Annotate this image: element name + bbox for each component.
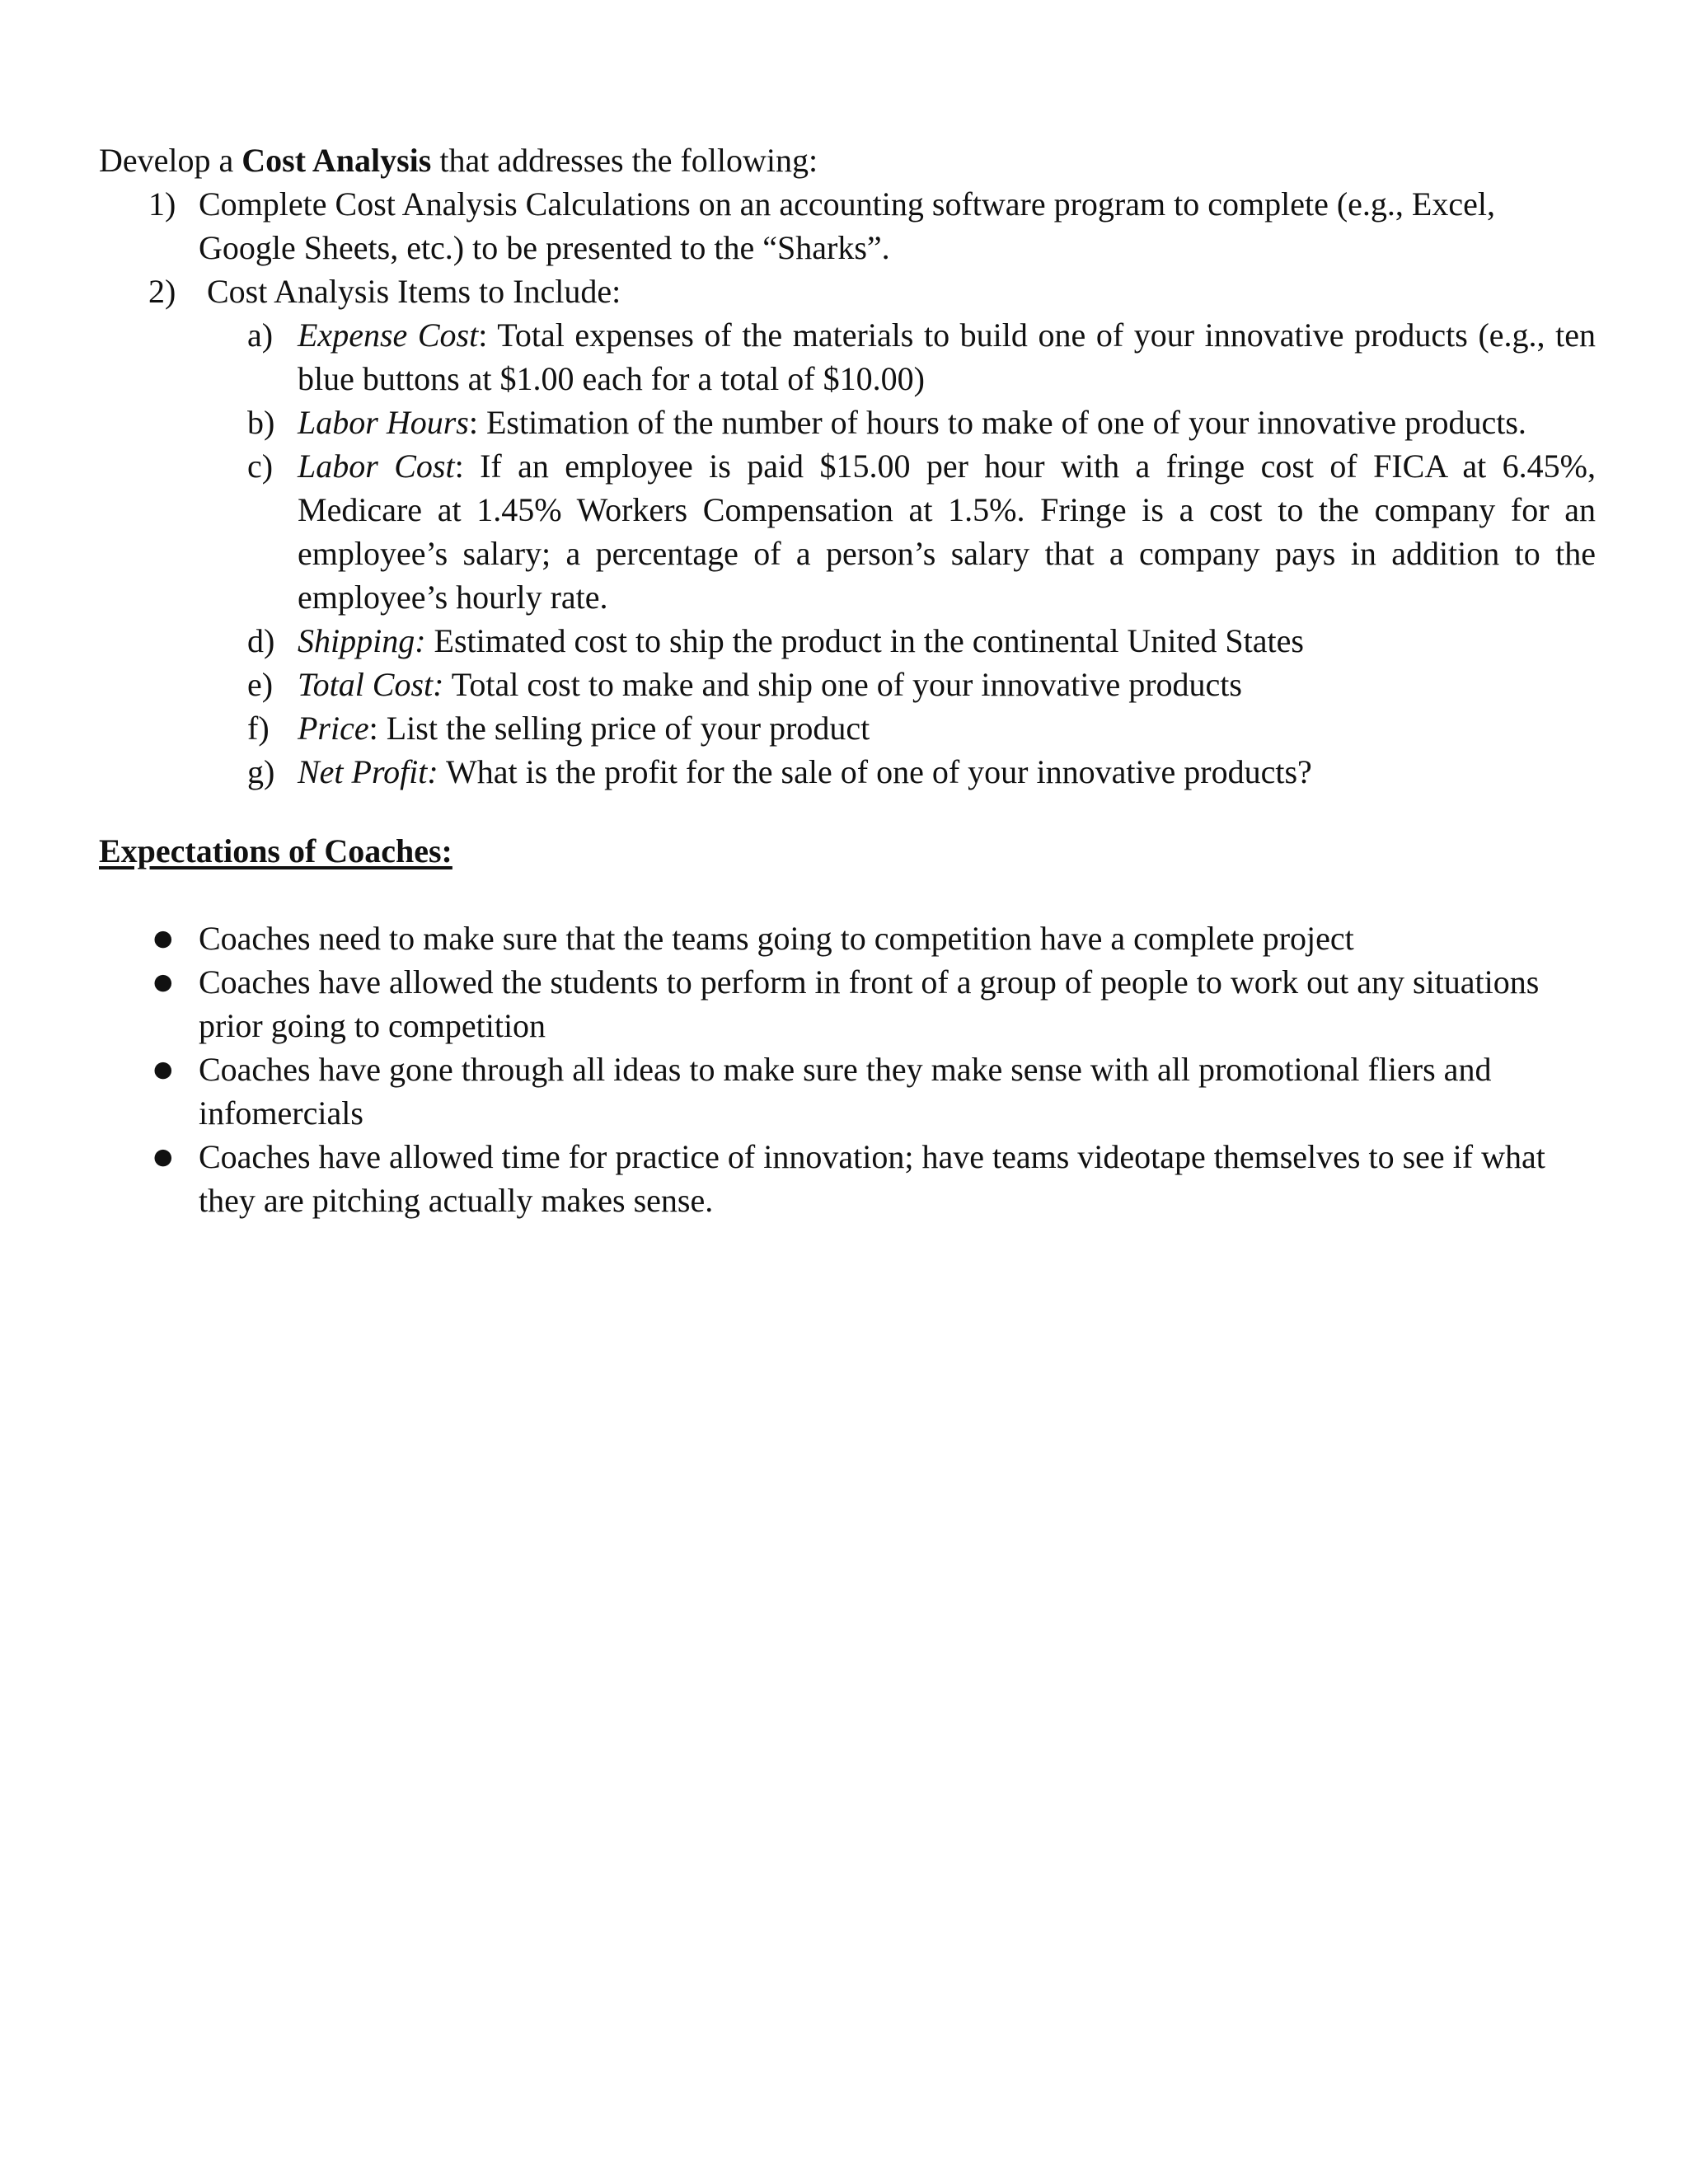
list-item-text: Coaches have gone through all ideas to make sure they make sense with all promotional fliers and infomercials — [199, 1051, 1492, 1132]
document-body — [99, 138, 1596, 1222]
list-marker: d) — [247, 622, 275, 659]
cost-item-description: : List the selling price of your product — [368, 710, 870, 747]
intro-prefix: Develop a — [99, 142, 242, 179]
cost-item-term: Price — [298, 710, 369, 747]
cost-item-term: Expense Cost — [298, 316, 479, 354]
cost-item-description: Total cost to make and ship one of your innovative products — [443, 666, 1242, 703]
list-item — [99, 1135, 1596, 1222]
bullet-icon: ● — [153, 1144, 173, 1169]
list-marker: a) — [247, 316, 274, 354]
list-item-text: Coaches need to make sure that the teams going to competition have a complete project — [199, 920, 1354, 957]
numbered-list — [99, 182, 1596, 794]
cost-items-list — [99, 313, 1596, 794]
list-marker: 1) — [148, 185, 176, 223]
cost-item-shipping — [99, 619, 1596, 663]
list-item-text: Coaches have allowed time for practice of innovation; have teams videotape themselves to see if what they are pitching actually makes sense. — [199, 1138, 1545, 1219]
section-heading: Expectations of Coaches: — [99, 832, 452, 869]
list-marker: g) — [247, 753, 275, 790]
cost-item-description: Estimated cost to ship the product in the continental United States — [425, 622, 1304, 659]
list-marker: f) — [247, 710, 270, 747]
list-item — [99, 916, 1596, 960]
list-marker: b) — [247, 404, 275, 441]
cost-item-term: Total Cost: — [298, 666, 444, 703]
list-item — [99, 960, 1596, 1047]
intro-bold-term: Cost Analysis — [241, 142, 432, 179]
intro-paragraph — [99, 138, 1596, 182]
cost-item-term: Net Profit: — [298, 753, 438, 790]
bullet-icon: ● — [153, 969, 173, 995]
bullet-icon: ● — [153, 926, 173, 951]
cost-item-expense-cost — [99, 313, 1596, 401]
cost-item-total-cost — [99, 663, 1596, 706]
list-marker: e) — [247, 666, 274, 703]
list-item-text: Coaches have allowed the students to perform in front of a group of people to work out any situations prior going to competition — [199, 963, 1540, 1044]
cost-item-net-profit — [99, 750, 1596, 794]
coach-expectations-list — [99, 916, 1596, 1222]
cost-item-term: Labor Cost — [298, 448, 455, 485]
cost-item-labor-hours — [99, 401, 1596, 444]
intro-suffix: that addresses the following: — [431, 142, 818, 179]
list-marker: 2) — [148, 273, 176, 310]
numbered-item-text: Complete Cost Analysis Calculations on an accounting software program to complete (e.g., Excel, Google Sheets, etc.) to be presented to the “Sharks”. — [199, 185, 1495, 266]
list-marker: c) — [247, 448, 274, 485]
numbered-item-text: Cost Analysis Items to Include: — [207, 273, 621, 310]
cost-item-labor-cost — [99, 444, 1596, 619]
cost-item-description: : Total expenses of the materials to build one of your innovative products (e.g., ten blue buttons at $1.00 each for a total of $10.00) — [298, 316, 1596, 397]
cost-item-description: : If an employee is paid $15.00 per hour with a fringe cost of FICA at 6.45%, Medicare at 1.45% Workers Compensation at 1.5%. Fringe is a cost to the company for an employee’s salary; a percentage of a person’s salary that a company pays in addition to the employee’s hourly rate. — [298, 448, 1596, 616]
cost-item-term: Shipping: — [298, 622, 426, 659]
numbered-item-1 — [99, 182, 1596, 269]
cost-item-term: Labor Hours — [298, 404, 469, 441]
cost-item-description: : Estimation of the number of hours to make of one of your innovative products. — [468, 404, 1526, 441]
bullet-icon: ● — [153, 1057, 173, 1082]
cost-item-price — [99, 706, 1596, 750]
cost-item-description: What is the profit for the sale of one of your innovative products? — [438, 753, 1312, 790]
list-item — [99, 1047, 1596, 1135]
numbered-item-2 — [99, 269, 1596, 794]
